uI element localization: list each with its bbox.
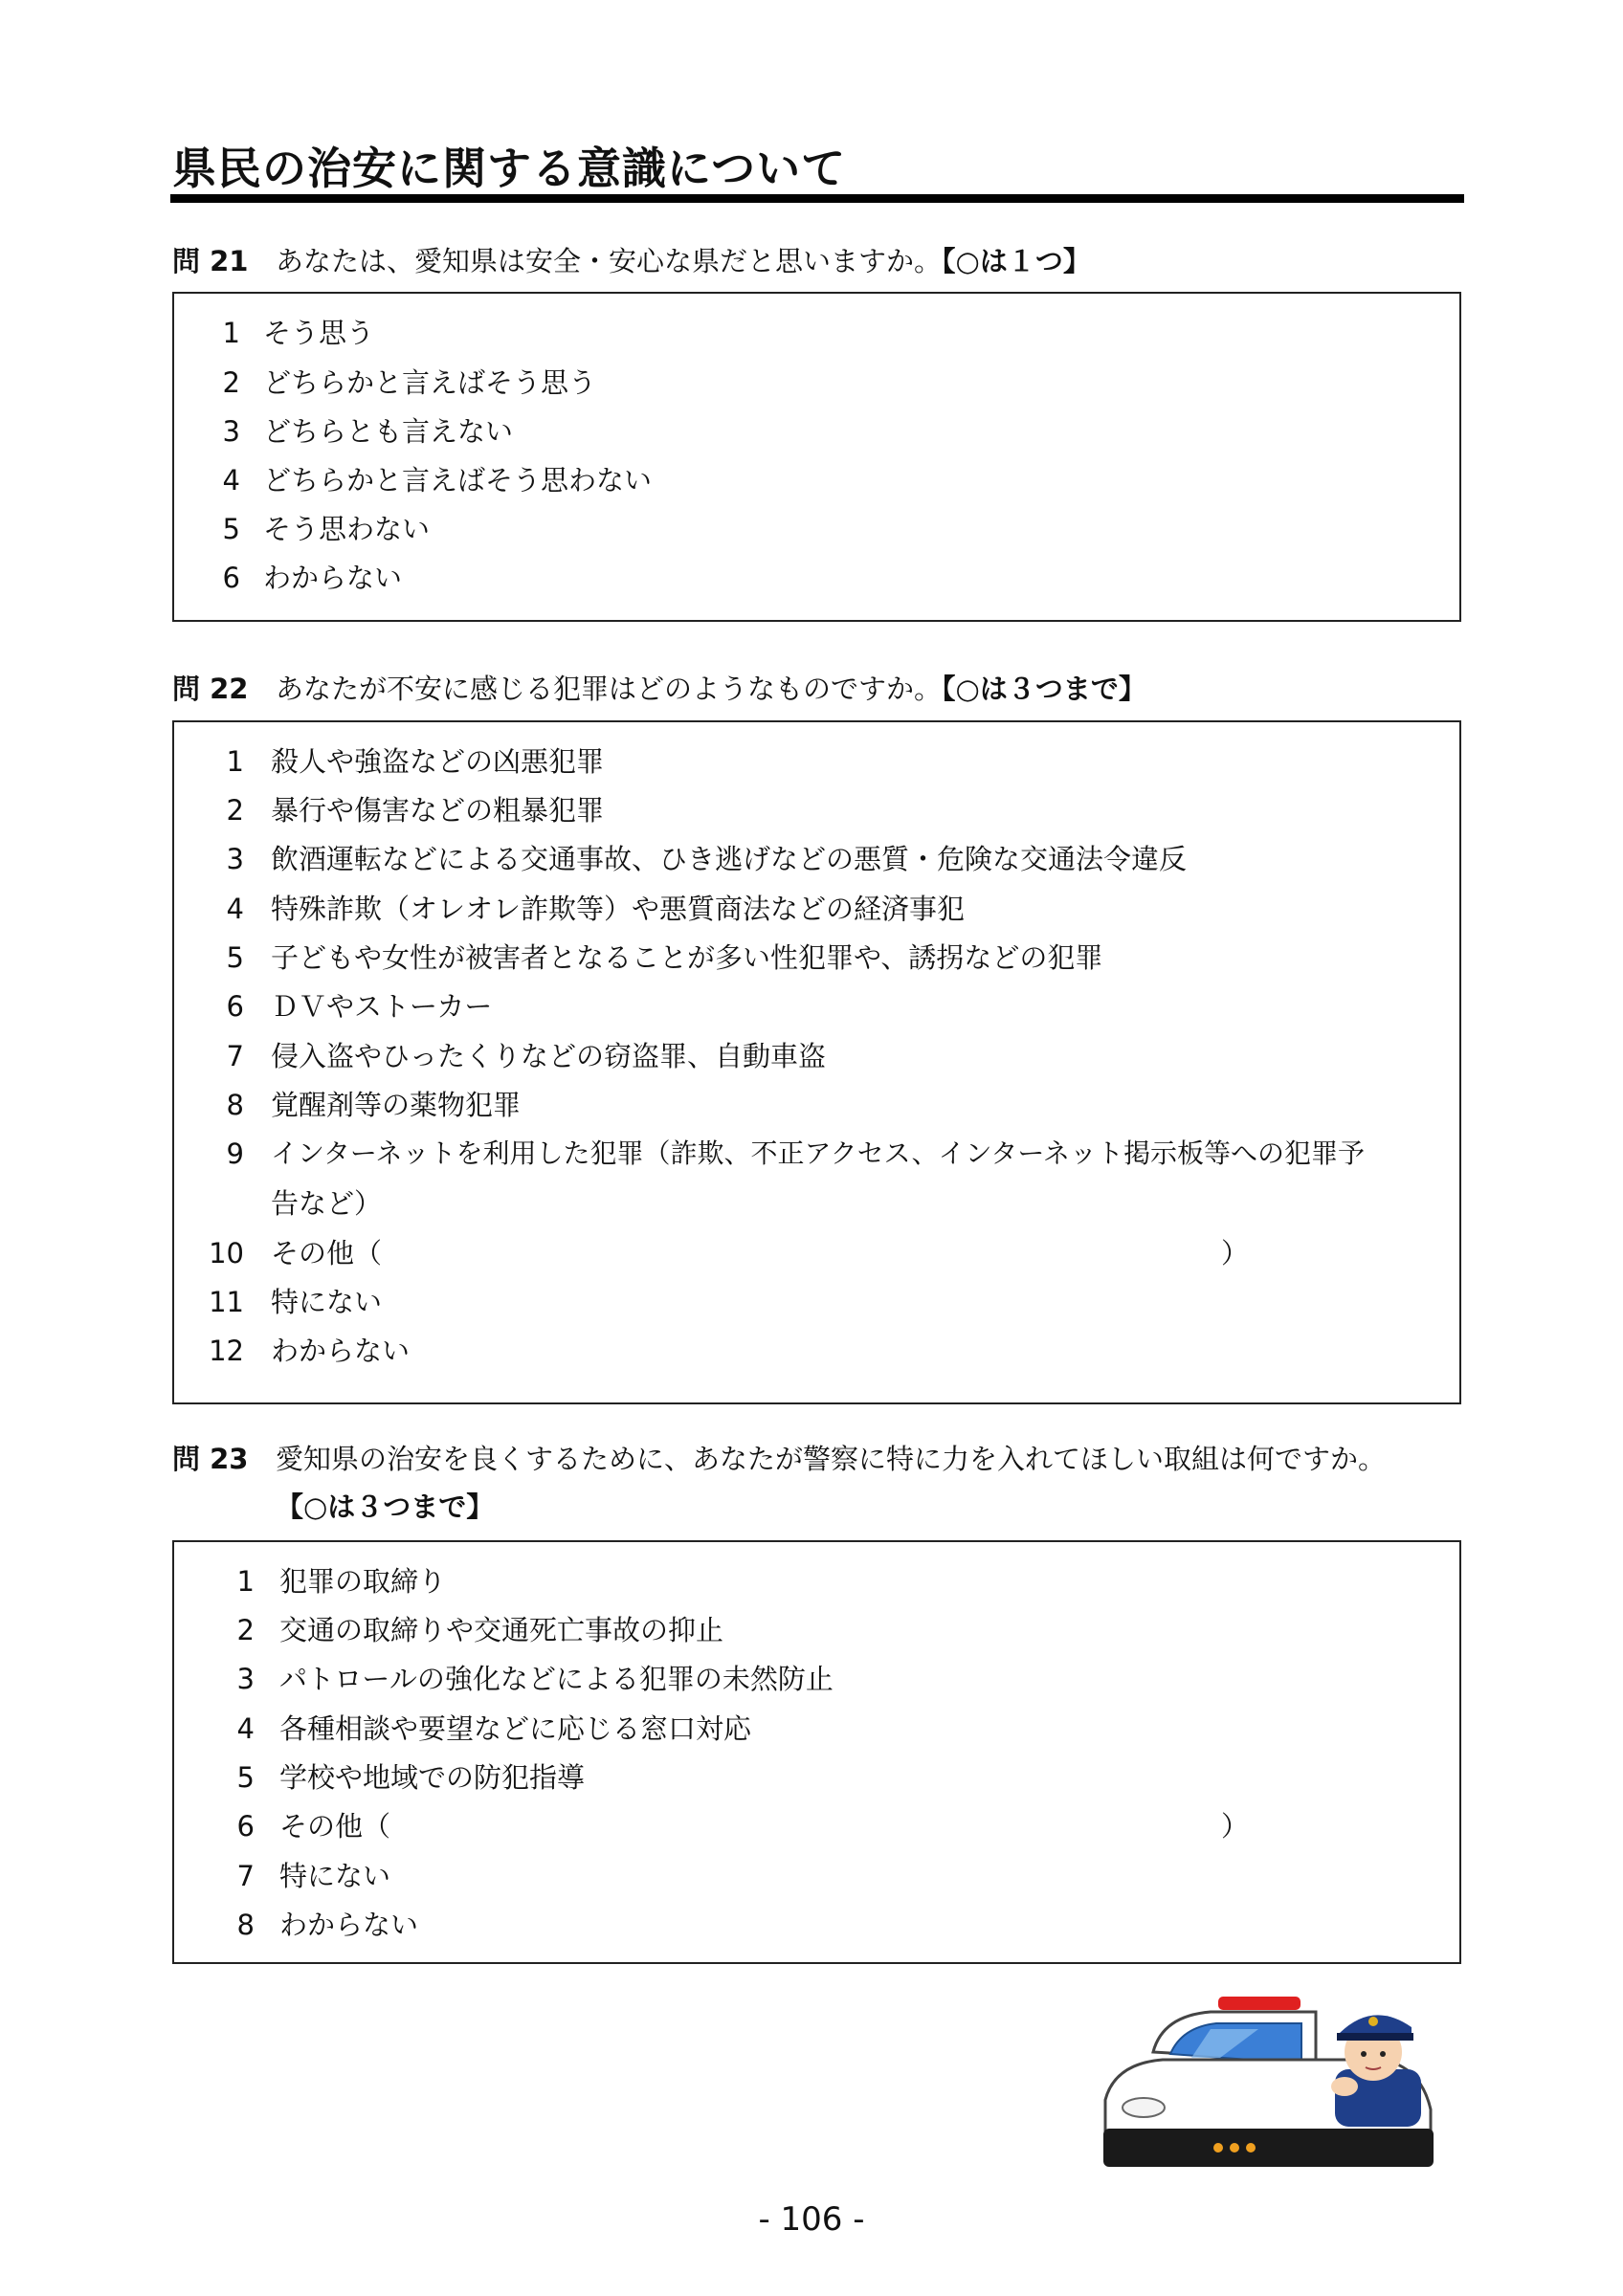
title-rule [170,194,1464,203]
option-row[interactable]: 2 交通の取締りや交通死亡事故の抑止 [236,1614,724,1646]
option-row[interactable]: 1 犯罪の取締り [236,1565,447,1598]
option-row[interactable]: 12 わからない [209,1335,411,1367]
page-title: 県民の治安に関する意識について [172,143,847,194]
question-instruction: 【○は３つまで】 [276,1490,495,1523]
option-row[interactable]: 4 各種相談や要望などに応じる窓口対応 [236,1712,752,1745]
question-23 [172,1435,1386,1531]
option-row[interactable]: 10 その他（ [209,1237,383,1269]
option-row[interactable]: 6 その他（ [236,1810,391,1843]
question-instruction: 【○は１つ】 [942,245,1091,277]
question-number: 問 23 [172,1443,249,1475]
question-instruction: 【○は３つまで】 [942,673,1146,705]
option-row[interactable]: 2 暴行や傷害などの粗暴犯罪 [226,794,605,827]
close-paren: ） [1221,1237,1250,1269]
option-row[interactable]: 2 どちらかと言えばそう思う [222,366,597,399]
option-row[interactable]: 8 覚醒剤等の薬物犯罪 [226,1089,522,1121]
option-row[interactable]: 5 子どもや女性が被害者となることが多い性犯罪や、誘拐などの犯罪 [226,941,1103,974]
option-row[interactable]: 7 特にない [236,1860,391,1892]
question-number: 問 22 [172,673,249,705]
option-row[interactable]: 1 そう思う [222,317,375,349]
option-row[interactable]: 3 飲酒運転などによる交通事故、ひき逃げなどの悪質・危険な交通法令違反 [226,843,1188,875]
option-row[interactable]: 9 インターネットを利用した犯罪（詐欺、不正アクセス、インターネット掲示板等への犯罪予 [226,1137,1365,1170]
option-row[interactable]: 3 どちらとも言えない [222,415,514,448]
option-row[interactable]: 4 どちらかと言えばそう思わない [222,464,653,497]
car-bumper [1103,2129,1434,2167]
option-row[interactable]: 3 パトロールの強化などによる犯罪の未然防止 [236,1663,834,1695]
siren-light [1218,1997,1301,2010]
option-row[interactable]: 5 そう思わない [222,513,431,545]
question-text: あなたが不安に感じる犯罪はどのようなものですか。 [276,673,943,705]
close-paren: ） [1221,1810,1250,1843]
page-number: - 106 - [758,2200,865,2239]
headlight-left [1123,2098,1165,2117]
question-number: 問 21 [172,245,249,277]
option-row[interactable]: 6 ＤＶやストーカー [226,990,493,1023]
question-21 [172,237,1091,285]
option-row[interactable]: 7 侵入盗やひったくりなどの窃盗罪、自動車盗 [226,1040,827,1072]
police-officer [1331,2015,1421,2127]
option-row[interactable]: 8 わからない [236,1909,419,1941]
option-row-continuation: 告など） [271,1187,383,1220]
option-row[interactable]: 1 殺人や強盗などの凶悪犯罪 [226,745,605,778]
question-22 [172,665,1146,713]
option-row[interactable]: 5 学校や地域での防犯指導 [236,1761,586,1794]
option-row[interactable]: 11 特にない [209,1286,383,1318]
option-row[interactable]: 6 わからない [222,562,403,594]
option-row[interactable]: 4 特殊詐欺（オレオレ詐欺等）や悪質商法などの経済事犯 [226,893,966,925]
question-text: あなたは、愛知県は安全・安心な県だと思いますか。 [276,245,943,277]
question-text: 愛知県の治安を良くするために、あなたが警察に特に力を入れてほしい取組は何ですか。 [276,1443,1387,1475]
police-car-officer-illustration [1096,1995,1440,2176]
q23-options-box [172,1540,1461,1964]
